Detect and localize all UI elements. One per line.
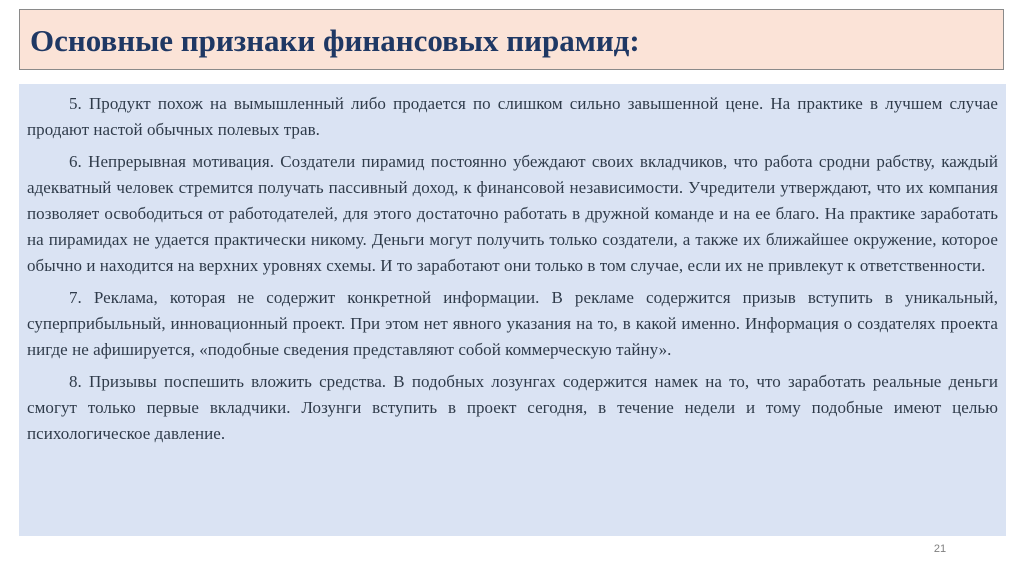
page-number: 21 bbox=[933, 543, 947, 555]
paragraph-item-6: 6. Непрерывная мотивация. Создатели пирамид постоянно убеждают своих вкладчиков, что работа сродни рабству, каждый адекватный человек стремится получать пассивный доход, к финансовой независимости. Учредители утверждают, что их компания позволяет освободиться от работодателей, для этого достаточно работать в дружной команде и на ее благо. На практике заработать на пирамидах не удается практически никому. Деньги могут получить только создатели, а также их ближайшее окружение, которое обычно и находится на верхних уровнях схемы. И то заработают они только в том случае, если их не привлекут к ответственности. bbox=[27, 152, 998, 275]
paragraph-item-5: 5. Продукт похож на вымышленный либо продается по слишком сильно завышенной цене. На практике в лучшем случае продают настой обычных полевых трав. bbox=[27, 94, 998, 139]
paragraph-item-7: 7. Реклама, которая не содержит конкретной информации. В рекламе содержится призыв вступить в уникальный, суперприбыльный, инновационный проект. При этом нет явного указания на то, в какой именно. Информация о создателях проекта нигде не афишируется, «подобные сведения представляют собой коммерческую тайну». bbox=[27, 288, 998, 359]
title-box bbox=[19, 9, 1004, 70]
paragraph-item-8: 8. Призывы поспешить вложить средства. В подобных лозунгах содержится намек на то, что заработать реальные деньги смогут только первые вкладчики. Лозунги вступить в проект сегодня, в течение недели и тому подобные имеют целью психологическое давление. bbox=[27, 372, 998, 443]
content-box bbox=[19, 84, 1006, 536]
slide-title: Основные признаки финансовых пирамид: bbox=[30, 23, 640, 58]
